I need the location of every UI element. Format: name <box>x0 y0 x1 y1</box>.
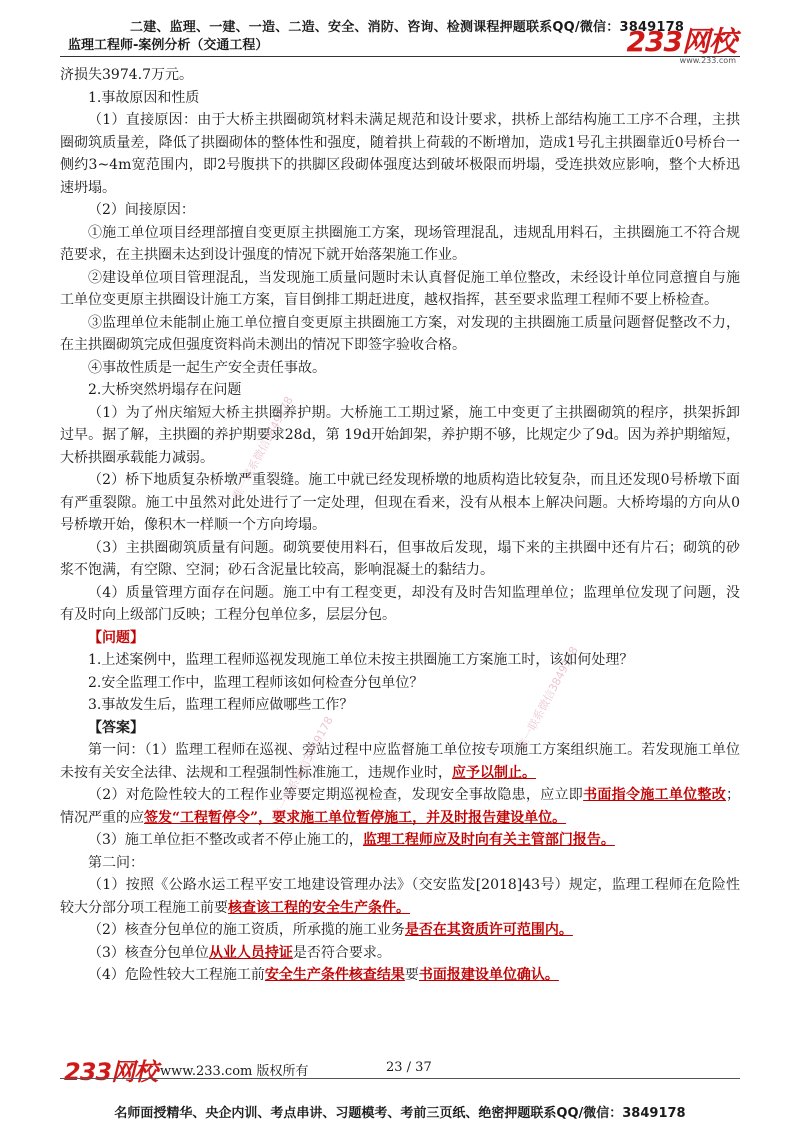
watermark: 唯一联系微信3849178 <box>515 644 581 753</box>
footer-logo: 233网校 <box>64 1058 158 1086</box>
header-contact-line: 二建、监理、一建、一造、二造、安全、消防、咨询、检测课程押题联系QQ/微信：3849178 <box>130 20 685 35</box>
answer-subheading: 第二问： <box>88 854 144 871</box>
answer-highlight: 应予以制止。 <box>452 764 536 781</box>
paragraph: （1）为了州庆缩短大桥主拱圈养护期。大桥施工工期过紧，施工中变更了主拱圈砌筑的程序，拱架拆卸过早。据了解，主拱圈的养护期要求28d，第 19d开始卸架，养护期不够，比规定少了9d。因为养护期缩短，大桥拱圈承载能力减弱。 <box>60 404 740 466</box>
document-subtitle: 监理工程师-案例分析（交通工程） <box>68 38 269 53</box>
paragraph: ①施工单位项目经理部擅自变更原主拱圈施工方案，现场管理混乱，违规乱用料石，主拱圈施工不符合规范要求，在主拱圈未达到设计强度的情况下就开始落架施工作业。 <box>60 224 740 263</box>
answer-paragraph <box>60 739 740 784</box>
answer-paragraph <box>60 919 740 942</box>
answer-text: （3）核查分包单位 <box>88 944 209 961</box>
paragraph: （3）主拱圈砌筑质量有问题。砌筑要使用料石，但事故后发现，塌下来的主拱圈中还有片石；砌筑的砂浆不饱满，有空隙、空洞；砂石含泥量比较高，影响混凝土的黏结力。 <box>60 539 740 578</box>
paragraph: （2）间接原因： <box>88 202 195 218</box>
answer-paragraph <box>60 942 740 965</box>
paragraph: ④事故性质是一起生产安全责任事故。 <box>88 359 326 376</box>
answer-highlight: 安全生产条件核查结果 <box>264 967 405 983</box>
footer-divider <box>60 1078 740 1079</box>
answer-highlight: 监理工程师应及时向有关主管部门报告。 <box>362 832 615 848</box>
question: 3.事故发生后，监理工程师应做哪些工作？ <box>88 697 354 713</box>
header-logo-text: 233网校 <box>626 25 736 58</box>
answer-text: ；情况严重的应 <box>60 787 741 826</box>
header-divider <box>60 56 740 57</box>
answer-text: （2）对危险性较大的工程作业等要定期巡视检查，发现安全事故隐患，应立即 <box>88 787 584 803</box>
answer-highlight: 是否在其资质许可范围内。 <box>404 922 573 938</box>
paragraph: 济损失3974.7万元。 <box>60 67 193 83</box>
question: 2.安全监理工作中，监理工程师该如何检查分包单位？ <box>88 674 424 691</box>
footer-site: www.233.com 版权所有 <box>160 1064 309 1079</box>
answer-text: （3）施工单位拒不整改或者不停止施工的， <box>88 832 363 848</box>
paragraph: （1）直接原因：由于大桥主拱圈砌筑材料未满足规范和设计要求，拱桥上部结构施工工序不合理，主拱圈砌筑质量差，降低了拱圈砌体的整体性和强度，随着拱上荷载的不断增加，造成1号孔主拱圈靠近0号桥台一侧约3~4m宽范围内，即2号腹拱下的拱脚区段砌体强度达到破坏极限而坍塌，受连拱效应影响，整个大桥迅速坍塌。 <box>60 112 740 196</box>
paragraph: ③监理单位未能制止施工单位擅自变更原主拱圈施工方案，对发现的主拱圈施工质量问题督促整改不力，在主拱圈砌筑完成但强度资料尚未测出的情况下即签字验收合格。 <box>60 314 740 353</box>
paragraph: ②建设单位项目管理混乱，当发现施工质量问题时未认真督促施工单位整改，未经设计单位同意擅自与施工单位变更原主拱圈设计施工方案，盲目倒排工期赶进度，越权指挥，甚至要求监理工程师不要上桥检查。 <box>60 269 740 308</box>
answer-text: （4）危险性较大工程施工前 <box>88 967 265 983</box>
page-number: 23 / 37 <box>386 1060 432 1075</box>
answer-text: （1）按照《公路水运工程平安工地建设管理办法》（交安监发[2018]43号）规定，监理工程师在危险性较大分部分项工程施工前要 <box>60 877 740 916</box>
paragraph: （4）质量管理方面存在问题。施工中有工程变更，却没有及时告知监理单位；监理单位发现了问题，没有及时向上级部门反映；工程分包单位多，层层分包。 <box>60 584 740 623</box>
paragraph: （2）桥下地质复杂桥墩严重裂缝。施工中就已经发现桥墩的地质构造比较复杂，而且还发现0号桥墩下面有严重裂隙。施工中虽然对此处进行了一定处理，但现在看来，没有从根本上解决问题。大桥垮塌的方向从0号桥墩开始，像积木一样顺一个方向垮塌。 <box>60 472 740 533</box>
watermark: 唯一联系微信3849178 <box>270 714 336 823</box>
answer-highlight: 核查该工程的安全生产条件。 <box>228 899 410 916</box>
answer-highlight: 签发“工程暂停令”，要求施工单位暂停施工，并及时报告建设单位。 <box>144 809 567 826</box>
answer-paragraph <box>60 784 740 829</box>
answer-paragraph <box>60 829 740 852</box>
header-logo <box>627 20 736 65</box>
answer-text: （2）核查分包单位的施工资质，所承揽的施工业务 <box>88 922 405 938</box>
answer-label: 【答案】 <box>88 719 144 736</box>
answer-text: 是否符合要求。 <box>292 944 391 961</box>
answer-paragraph <box>60 874 740 919</box>
answer-paragraph <box>60 964 740 987</box>
question: 1.上述案例中，监理工程师巡视发现施工单位未按主拱圈施工方案施工时，该如何处理？ <box>88 652 634 668</box>
header-logo-url: www.233.com <box>679 56 736 65</box>
section-heading: 2.大桥突然坍塌存在问题 <box>88 382 242 398</box>
answer-text: 第一问：（1）监理工程师在巡视、旁站过程中应监督施工单位按专项施工方案组织施工。若发现施工单位未按有关安全法律、法规和工程强制性标准施工，违规作业时， <box>60 742 740 781</box>
page-content <box>60 64 740 987</box>
answer-text: 要 <box>404 967 419 983</box>
answer-highlight: 从业人员持证 <box>208 944 293 961</box>
section-heading: 1.事故原因和性质 <box>88 89 200 106</box>
footer-contact-line: 名师面授精华、央企内训、考点串讲、习题模考、考前三页纸、绝密押题联系QQ/微信：3849178 <box>114 1106 686 1121</box>
questions-label: 【问题】 <box>88 629 144 646</box>
watermark: 唯一联系微信3849178 <box>230 394 296 503</box>
answer-highlight: 书面报建设单位确认。 <box>418 967 559 983</box>
answer-highlight: 书面指令施工单位整改 <box>583 787 727 803</box>
